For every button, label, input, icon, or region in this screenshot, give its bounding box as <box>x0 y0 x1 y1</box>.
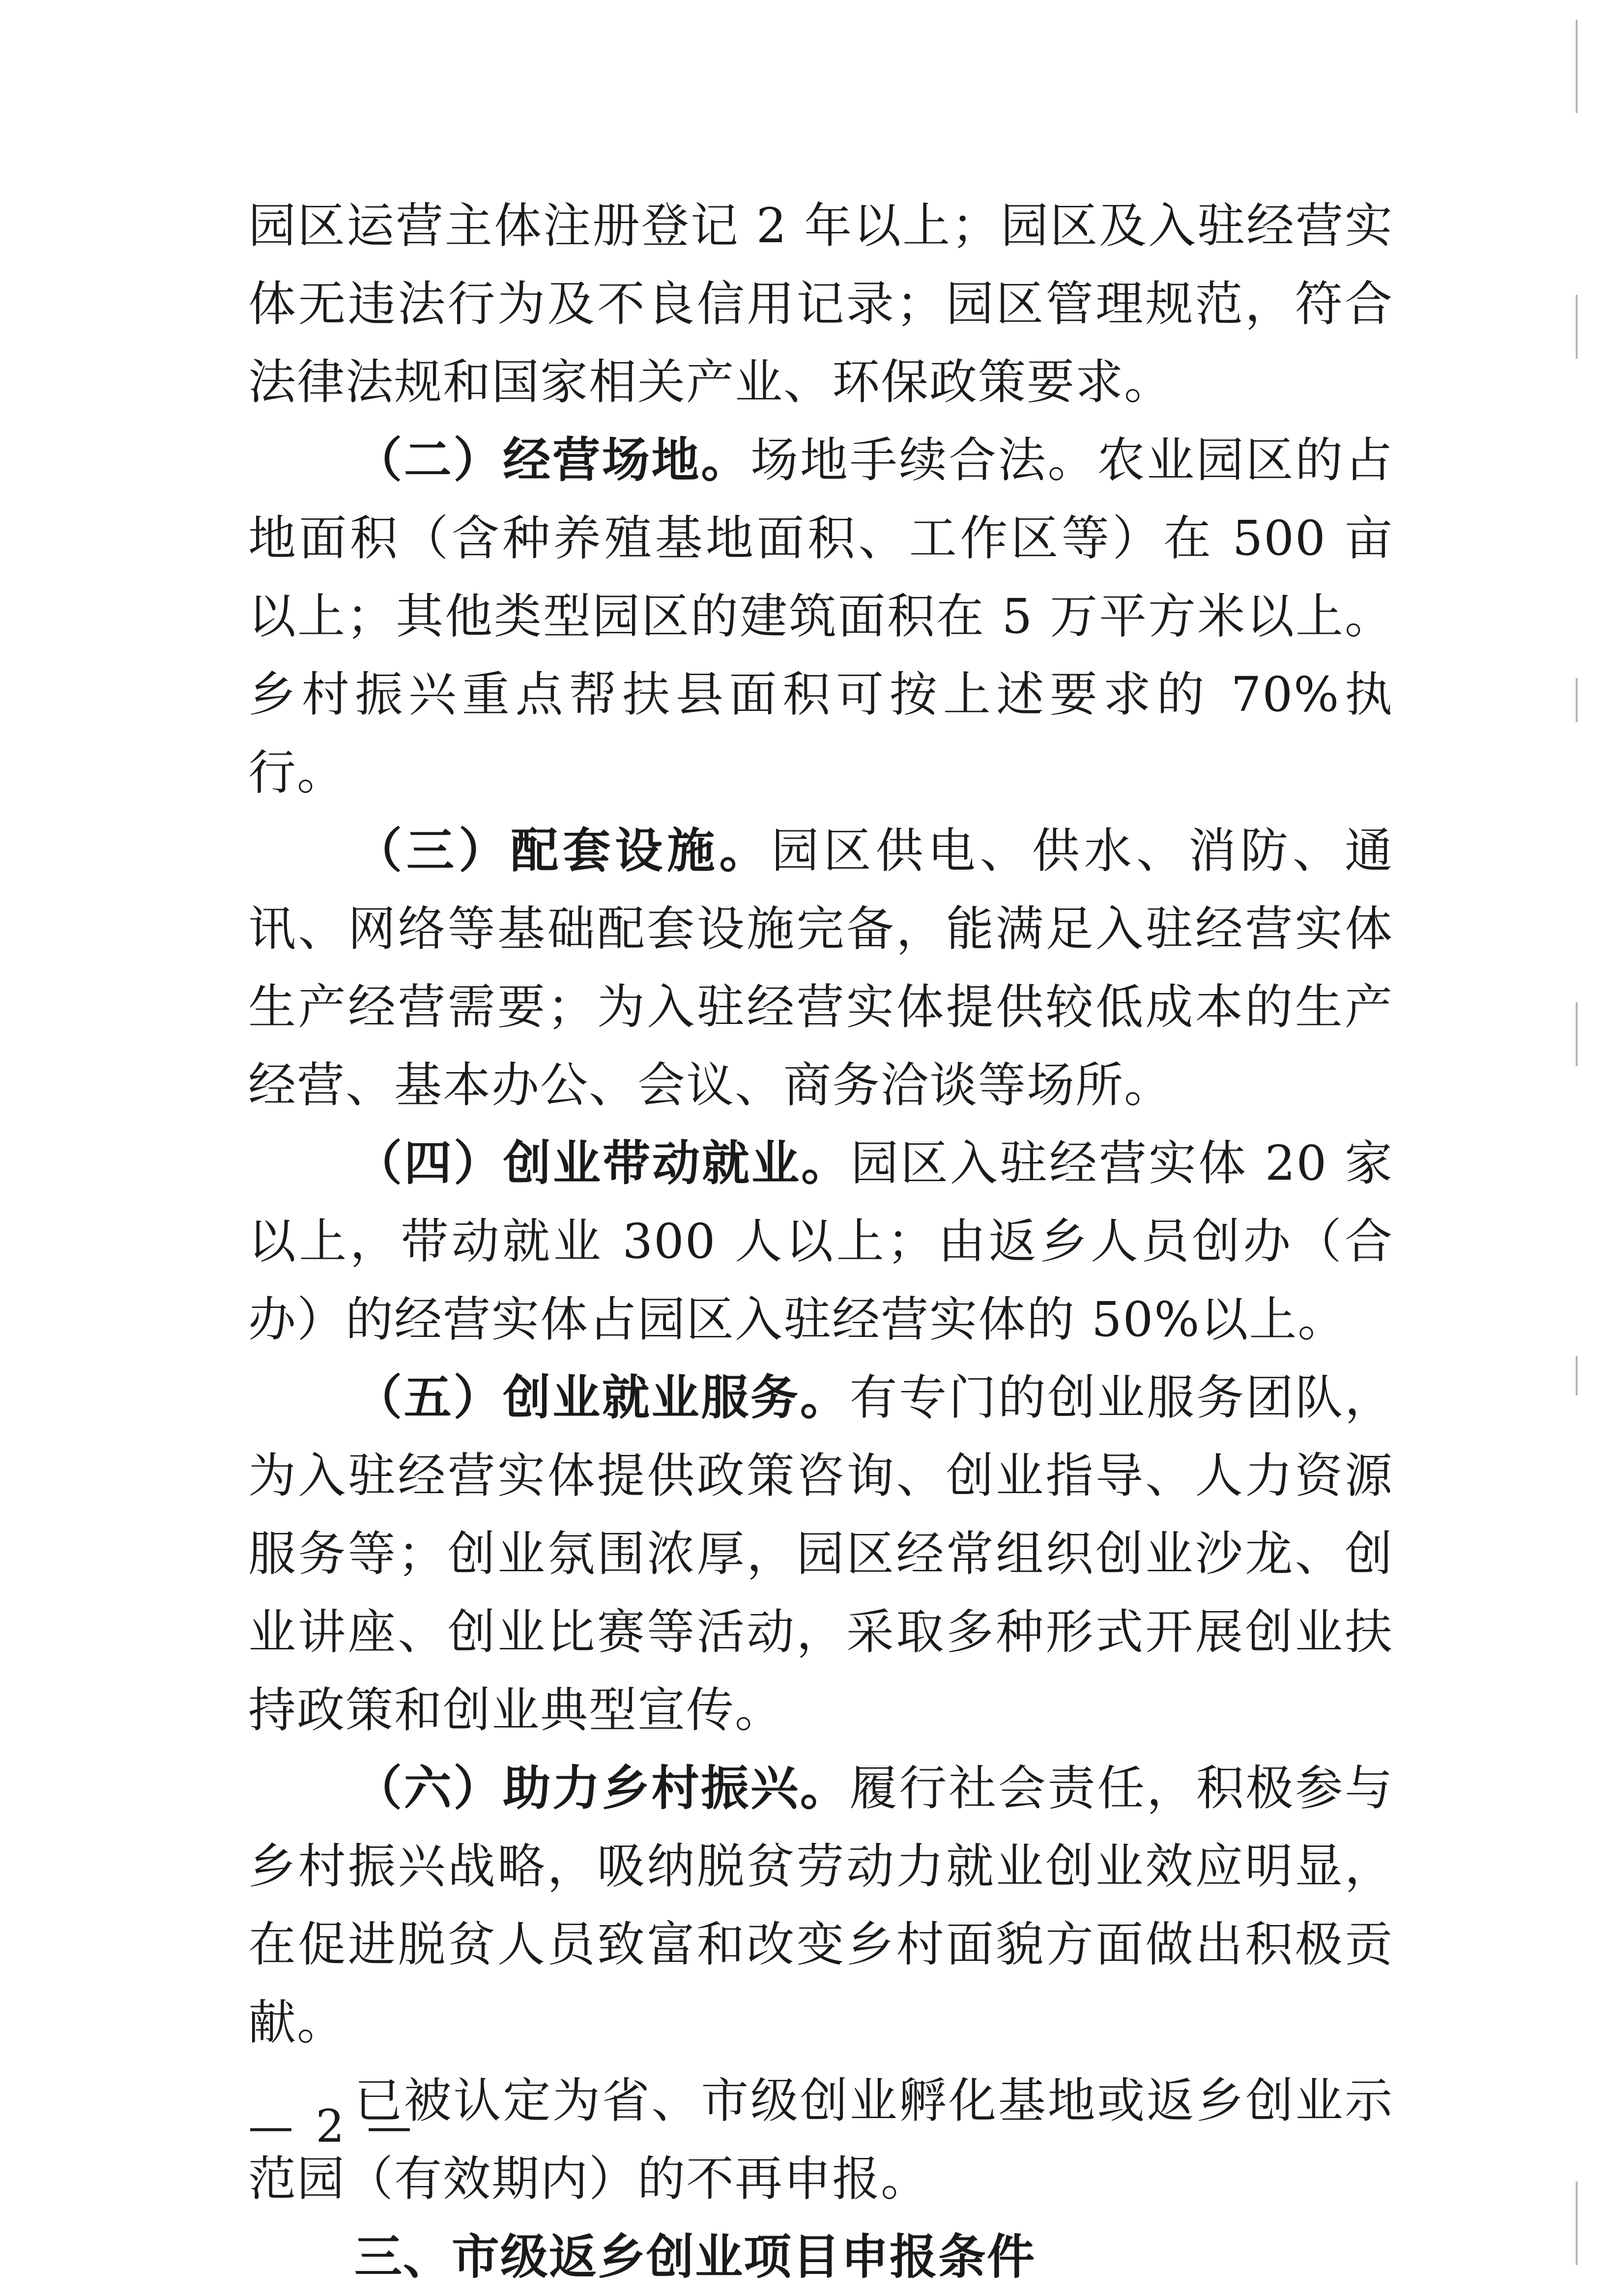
paragraph-text: 园区入驻经营实体 20 家以上，带动就业 300 人以上；由返乡人员创办（合办）的经营实体占园区入驻经营实体的 50%以上。 <box>248 1135 1393 1347</box>
paragraph-text: 已被认定为省、市级创业孵化基地或返乡创业示范园（有效期内）的不再申报。 <box>248 2073 1393 2207</box>
scan-edge-line <box>1576 678 1578 722</box>
page-number: — 2 — <box>248 2100 416 2153</box>
paragraph-heading: （四）创业带动就业。 <box>354 1135 851 1191</box>
scan-edge-line <box>1576 20 1578 113</box>
scan-edge-line <box>1576 1002 1578 1066</box>
paragraph-exclusion-note <box>248 2062 1393 2218</box>
paragraph-business-site <box>248 421 1393 812</box>
scan-edge-line <box>1576 295 1578 359</box>
paragraph-text: 场地手续合法。农业园区的占地面积（含种养殖基地面积、工作区等）在 500 亩以上；其他类型园区的建筑面积在 5 万平方米以上。乡村振兴重点帮扶县面积可按上述要求的 70%执行。 <box>248 432 1393 800</box>
paragraph-supporting-facilities <box>248 812 1393 1124</box>
paragraph-heading: （三）配套设施。 <box>354 823 772 879</box>
paragraph-rural-revitalization <box>248 1749 1393 2062</box>
paragraph-text: 园区运营主体注册登记 2 年以上；园区及入驻经营实体无违法行为及不良信用记录；园区管理规范，符合法律法规和国家相关产业、环保政策要求。 <box>248 198 1393 410</box>
paragraph-employment <box>248 1124 1393 1359</box>
paragraph-text: 履行社会责任，积极参与乡村振兴战略，吸纳脱贫劳动力就业创业效应明显，在促进脱贫人员致富和改变乡村面貌方面做出积极贡献。 <box>248 1760 1393 2050</box>
document-body <box>248 187 1393 2296</box>
paragraph-heading: （五）创业就业服务。 <box>354 1370 850 1425</box>
paragraph-text: 有专门的创业服务团队，为入驻经营实体提供政策咨询、创业指导、人力资源服务等；创业氛围浓厚，园区经常组织创业沙龙、创业讲座、创业比赛等活动，采取多种形式开展创业扶持政策和创业典型宣传。 <box>248 1370 1393 1738</box>
paragraph-heading: （二）经营场地。 <box>354 432 750 488</box>
paragraph-eligibility-continued <box>248 187 1393 421</box>
section-heading: 三、市级返乡创业项目申报条件 <box>354 2229 1036 2285</box>
paragraph-heading: （六）助力乡村振兴。 <box>354 1760 850 1816</box>
scan-edge-line <box>1576 1356 1578 1395</box>
scan-edge-line <box>1576 2182 1578 2265</box>
paragraph-text: 园区供电、供水、消防、通讯、网络等基础配套设施完备，能满足入驻经营实体生产经营需要；为入驻经营实体提供较低成本的生产经营、基本办公、会议、商务洽谈等场所。 <box>248 823 1393 1113</box>
paragraph-services <box>248 1359 1393 1749</box>
